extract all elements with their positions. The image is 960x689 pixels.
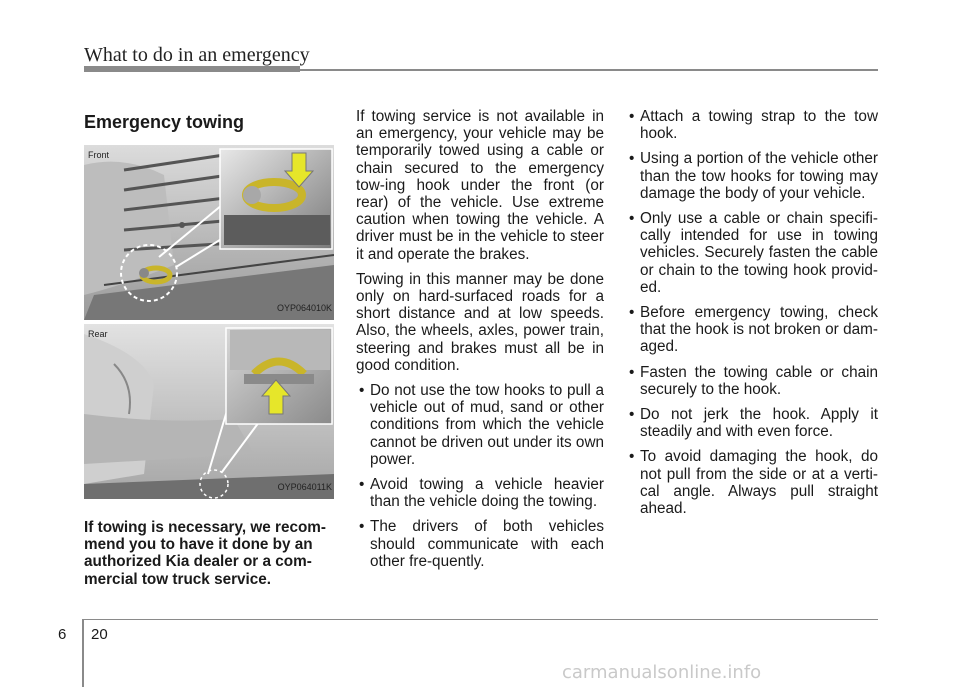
page-header-title: What to do in an emergency <box>84 44 310 66</box>
figure-label-front: Front <box>88 150 110 160</box>
column-3 <box>626 108 878 525</box>
figure-front-tow-hook <box>84 145 334 320</box>
section-title: Emergency towing <box>84 112 245 132</box>
header-rule-thick <box>84 66 300 72</box>
list-item: • The drivers of both vehicles should communicate with each other fre-quently. <box>356 518 604 570</box>
towing-recommendation-note: If towing is necessary, we recom-mend you to have it done by an authorized Kia dealer or a com-mercial tow truck service. <box>84 519 327 588</box>
figure-code-front: OYP064010K <box>276 302 332 313</box>
list-item: • To avoid damaging the hook, do not pull from the side or at a verti-cal angle. Always pull straight ahead. <box>626 448 878 517</box>
figure-code-rear: OYP064011K <box>277 481 332 492</box>
watermark: carmanualsonline.info <box>562 662 762 683</box>
list-item: • Attach a towing strap to the tow hook. <box>626 108 878 142</box>
front-tow-hook-illustration <box>84 145 334 320</box>
rear-tow-hook-illustration <box>84 324 334 499</box>
header-rule-thin <box>300 69 878 71</box>
paragraph: Towing in this manner may be done only on hard-surfaced roads for a short distance and at low speeds. Also, the wheels, axles, power train, steering and brakes must all be in good condition. <box>356 270 604 374</box>
list-item: • Only use a cable or chain specifi-cally intended for use in towing vehicles. Securely fasten the cable or chain to the towing hook provid-ed. <box>626 210 878 296</box>
list-item: • Do not jerk the hook. Apply it steadily and with even force. <box>626 406 878 440</box>
list-item: • Before emergency towing, check that the hook is not broken or dam-aged. <box>626 304 878 356</box>
list-item: • Fasten the towing cable or chain securely to the hook. <box>626 364 878 398</box>
list-item: • Using a portion of the vehicle other than the tow hooks for towing may damage the body of your vehicle. <box>626 150 878 202</box>
bullet-list <box>356 382 604 570</box>
list-item: • Do not use the tow hooks to pull a vehicle out of mud, sand or other conditions from which the vehicle cannot be driven out under its own power. <box>356 382 604 468</box>
list-item: • Avoid towing a vehicle heavier than the vehicle doing the towing. <box>356 476 604 510</box>
chapter-number: 6 <box>58 626 67 643</box>
column-1 <box>84 108 338 596</box>
paragraph: If towing service is not available in an emergency, your vehicle may be temporarily towed using a cable or chain secured to the emergency tow-ing hook under the front (or rear) of the vehicle. Use extreme caution when towing the vehicle. A driver must be in the vehicle to steer it and operate the brakes. <box>356 108 604 263</box>
figure-label-rear: Rear <box>88 329 108 339</box>
bullet-list <box>626 108 878 517</box>
column-2 <box>356 108 604 578</box>
page-number: 20 <box>91 626 108 643</box>
footer-rule <box>84 619 878 620</box>
footer-divider <box>82 619 84 687</box>
figure-rear-tow-hook <box>84 324 334 499</box>
